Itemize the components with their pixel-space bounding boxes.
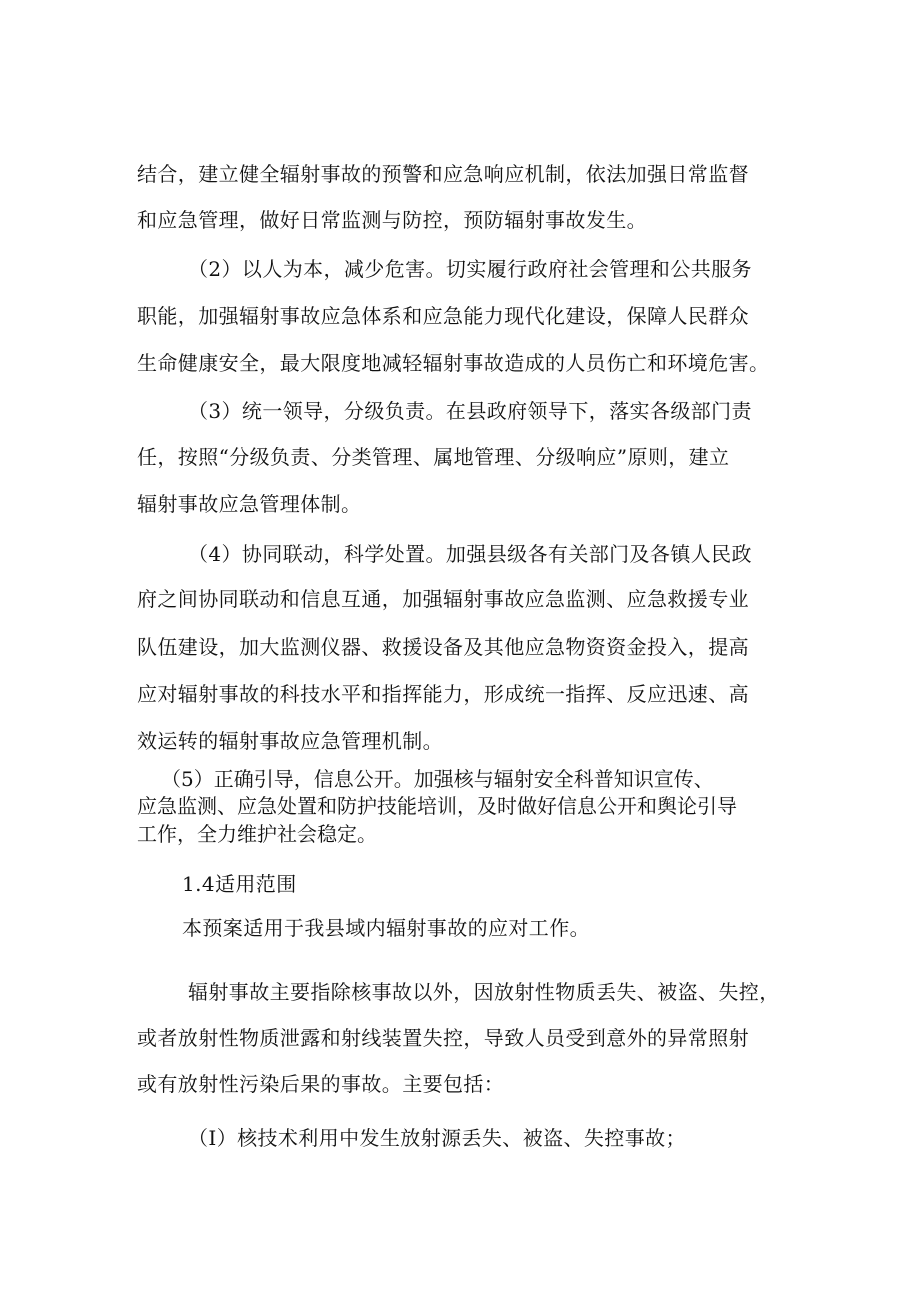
section-heading: 1.4适用范围	[182, 872, 297, 896]
text-line-15: 应急监测、应急处置和防护技能培训，及时做好信息公开和舆论引导	[137, 794, 737, 818]
text-line-22: （I）核技术利用中发生放射源丢失、被盗、失控事故；	[188, 1126, 686, 1150]
text-line-5: 生命健康安全，最大限度地减轻辐射事故造成的人员伤亡和环境危害。	[137, 351, 770, 375]
text-line-3: （2）以人为本，减少危害。切实履行政府社会管理和公共服务	[188, 257, 752, 281]
text-line-8: 辐射事故应急管理体制。	[137, 492, 362, 516]
text-line-4: 职能，加强辐射事故应急体系和应急能力现代化建设，保障人民群众	[137, 304, 749, 328]
text-line-14: （5）正确引导，信息公开。加强核与辐射安全科普知识宣传、	[161, 767, 714, 791]
text-line-1: 结合，建立健全辐射事故的预警和应急响应机制，依法加强日常监督	[137, 162, 749, 186]
text-line-6: （3）统一领导，分级负责。在县政府领导下，落实各级部门责	[188, 399, 752, 423]
text-line-11: 队伍建设，加大监测仪器、救援设备及其他应急物资资金投入，提高	[137, 635, 749, 659]
text-line-21: 或有放射性污染后果的事故。主要包括：	[137, 1072, 505, 1096]
text-line-2: 和应急管理，做好日常监测与防控，预防辐射事故发生。	[137, 208, 647, 232]
text-line-12: 应对辐射事故的科技水平和指挥能力，形成统一指挥、反应迅速、高	[137, 682, 749, 706]
text-line-9: （4）协同联动，科学处置。加强县级各有关部门及各镇人民政	[188, 542, 752, 566]
text-line-10: 府之间协同联动和信息互通，加强辐射事故应急监测、应急救援专业	[137, 587, 749, 611]
text-line-7: 任，按照“分级负责、分类管理、属地管理、分级响应”原则，建立	[137, 445, 730, 469]
text-line-18: 本预案适用于我县域内辐射事故的应对工作。	[182, 916, 590, 940]
text-line-16: 工作，全力维护社会稳定。	[137, 822, 377, 846]
text-line-19: 辐射事故主要指除核事故以外，因放射性物质丢失、被盗、失控，	[188, 980, 780, 1004]
text-line-20: 或者放射性物质泄露和射线装置失控，导致人员受到意外的异常照射	[137, 1026, 749, 1050]
text-line-13: 效运转的辐射事故应急管理机制。	[137, 729, 443, 753]
